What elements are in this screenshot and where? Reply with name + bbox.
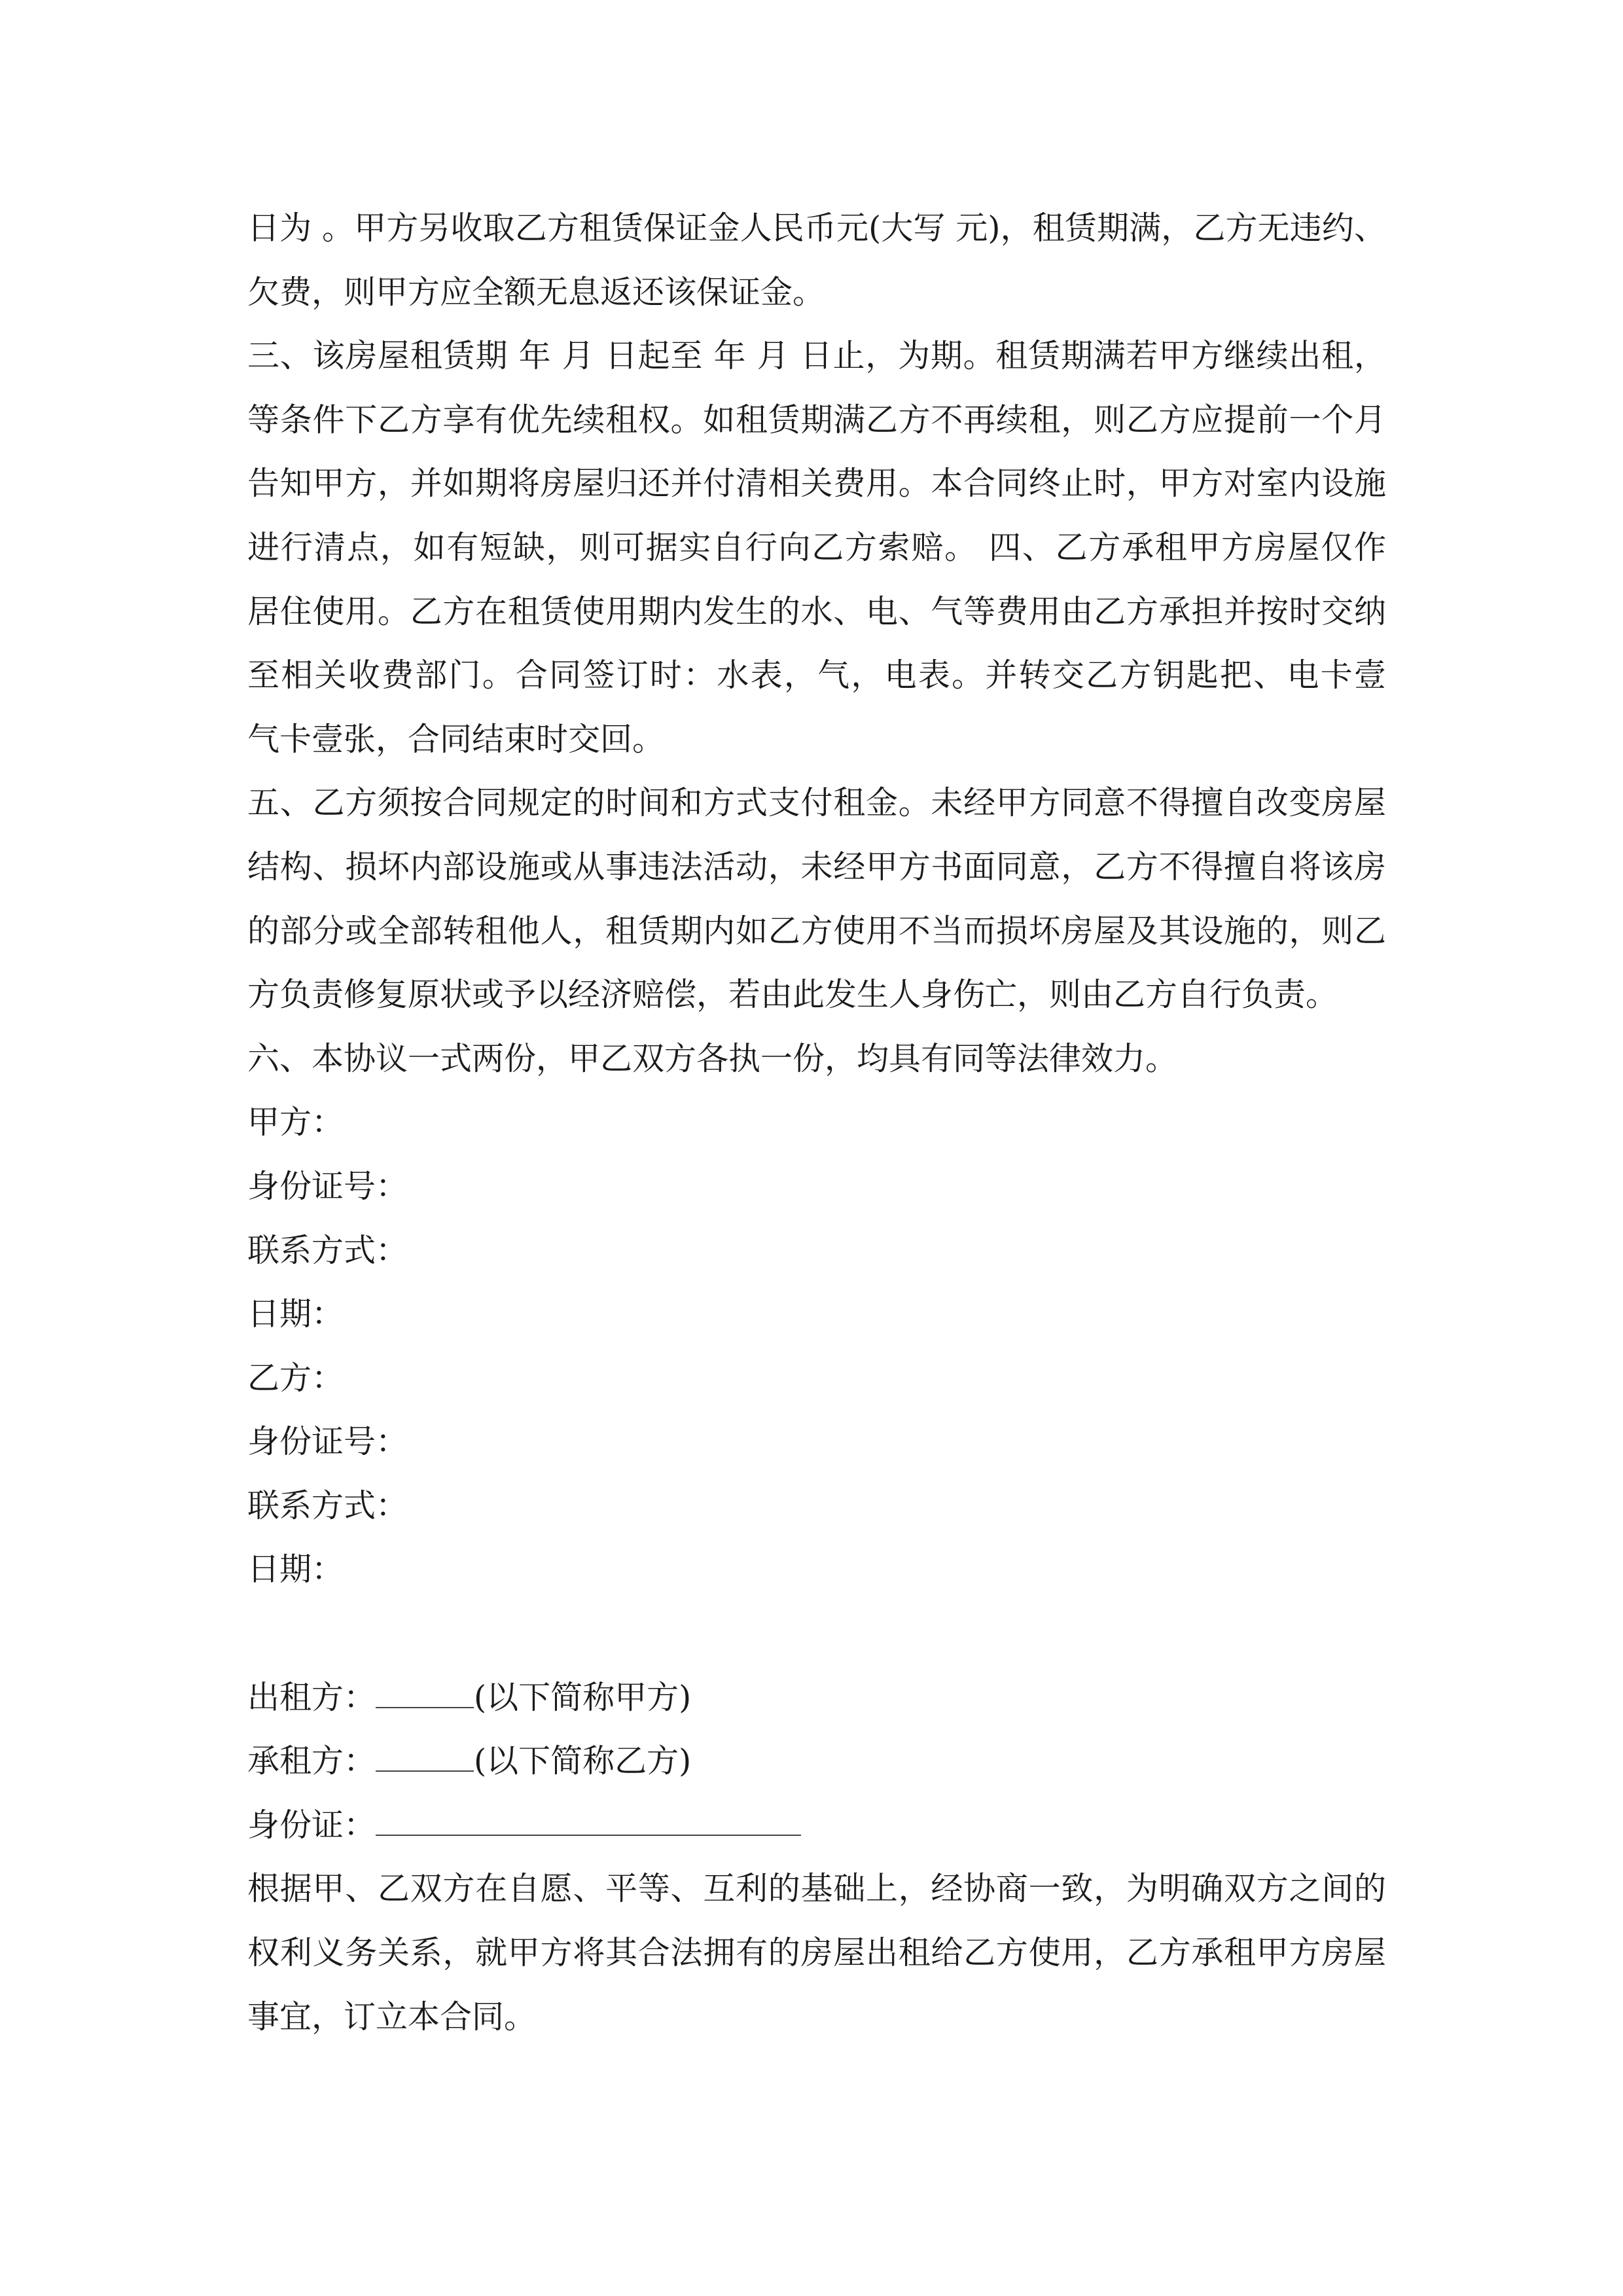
lessor-blank — [376, 1681, 474, 1708]
lessor-label: 出租方： — [247, 1678, 376, 1716]
section-gap — [247, 1602, 1386, 1666]
lessor-suffix: (以下简称甲方) — [474, 1678, 692, 1716]
party-a-label: 甲方： — [247, 1103, 344, 1141]
paragraph-line: 等条件下乙方享有优先续租权。如租赁期满乙方不再续租，则乙方应提前一个月 — [247, 401, 1386, 439]
paragraph-line: 告知甲方，并如期将房屋归还并付清相关费用。本合同终止时，甲方对室内设施 — [247, 465, 1386, 503]
id-line — [247, 1793, 1386, 1857]
party-a-date-label: 日期： — [247, 1295, 344, 1333]
paragraph-line: 三、该房屋租赁期 年 月 日起至 年 月 日止，为期。租赁期满若甲方继续出租， — [247, 337, 1386, 375]
party-b-date-label: 日期： — [247, 1551, 344, 1588]
lessee-suffix: (以下简称乙方) — [474, 1742, 692, 1780]
paragraph-line: 的部分或全部转租他人，租赁期内如乙方使用不当而损坏房屋及其设施的，则乙 — [247, 912, 1386, 950]
document-body — [247, 196, 1386, 2049]
intro-line: 权利义务关系，就甲方将其合法拥有的房屋出租给乙方使用，乙方承租甲方房屋 — [247, 1934, 1386, 1972]
lessee-blank — [376, 1744, 474, 1772]
intro-line: 事宜，订立本合同。 — [247, 1998, 537, 2036]
paragraph-line: 五、乙方须按合同规定的时间和方式支付租金。未经甲方同意不得擅自改变房屋 — [247, 784, 1386, 822]
paragraph-line: 结构、损坏内部设施或从事违法活动，未经甲方书面同意，乙方不得擅自将该房 — [247, 848, 1386, 886]
party-b-contact-label: 联系方式： — [247, 1486, 408, 1524]
party-b-label: 乙方： — [247, 1359, 344, 1397]
paragraph-line: 至相关收费部门。合同签订时：水表，气，电表。并转交乙方钥匙把、电卡壹 — [247, 656, 1386, 694]
party-a-contact-label: 联系方式： — [247, 1231, 408, 1269]
lessee-label: 承租方： — [247, 1742, 376, 1780]
party-b-id-label: 身份证号： — [247, 1423, 408, 1461]
paragraph-line: 居住使用。乙方在租赁使用期内发生的水、电、气等费用由乙方承担并按时交纳 — [247, 592, 1386, 630]
party-a-id-label: 身份证号： — [247, 1167, 408, 1205]
paragraph-line: 方负责修复原状或予以经济赔偿，若由此发生人身伤亡，则由乙方自行负责。 — [247, 976, 1338, 1014]
lessee-line — [247, 1729, 1386, 1793]
paragraph-line: 气卡壹张，合同结束时交回。 — [247, 720, 665, 758]
paragraph-line: 日为 。甲方另收取乙方租赁保证金人民币元(大写 元)，租赁期满，乙方无违约、 — [247, 209, 1386, 247]
id-label: 身份证： — [247, 1806, 376, 1844]
intro-line: 根据甲、乙双方在自愿、平等、互利的基础上，经协商一致，为明确双方之间的 — [247, 1870, 1386, 1908]
lessor-line — [247, 1666, 1386, 1730]
paragraph-line: 六、本协议一式两份，甲乙双方各执一份，均具有同等法律效力。 — [247, 1039, 1178, 1077]
id-blank — [376, 1808, 801, 1836]
paragraph-line: 进行清点，如有短缺，则可据实自行向乙方索赔。 四、乙方承租甲方房屋仅作 — [247, 528, 1386, 566]
paragraph-line: 欠费，则甲方应全额无息返还该保证金。 — [247, 273, 825, 311]
